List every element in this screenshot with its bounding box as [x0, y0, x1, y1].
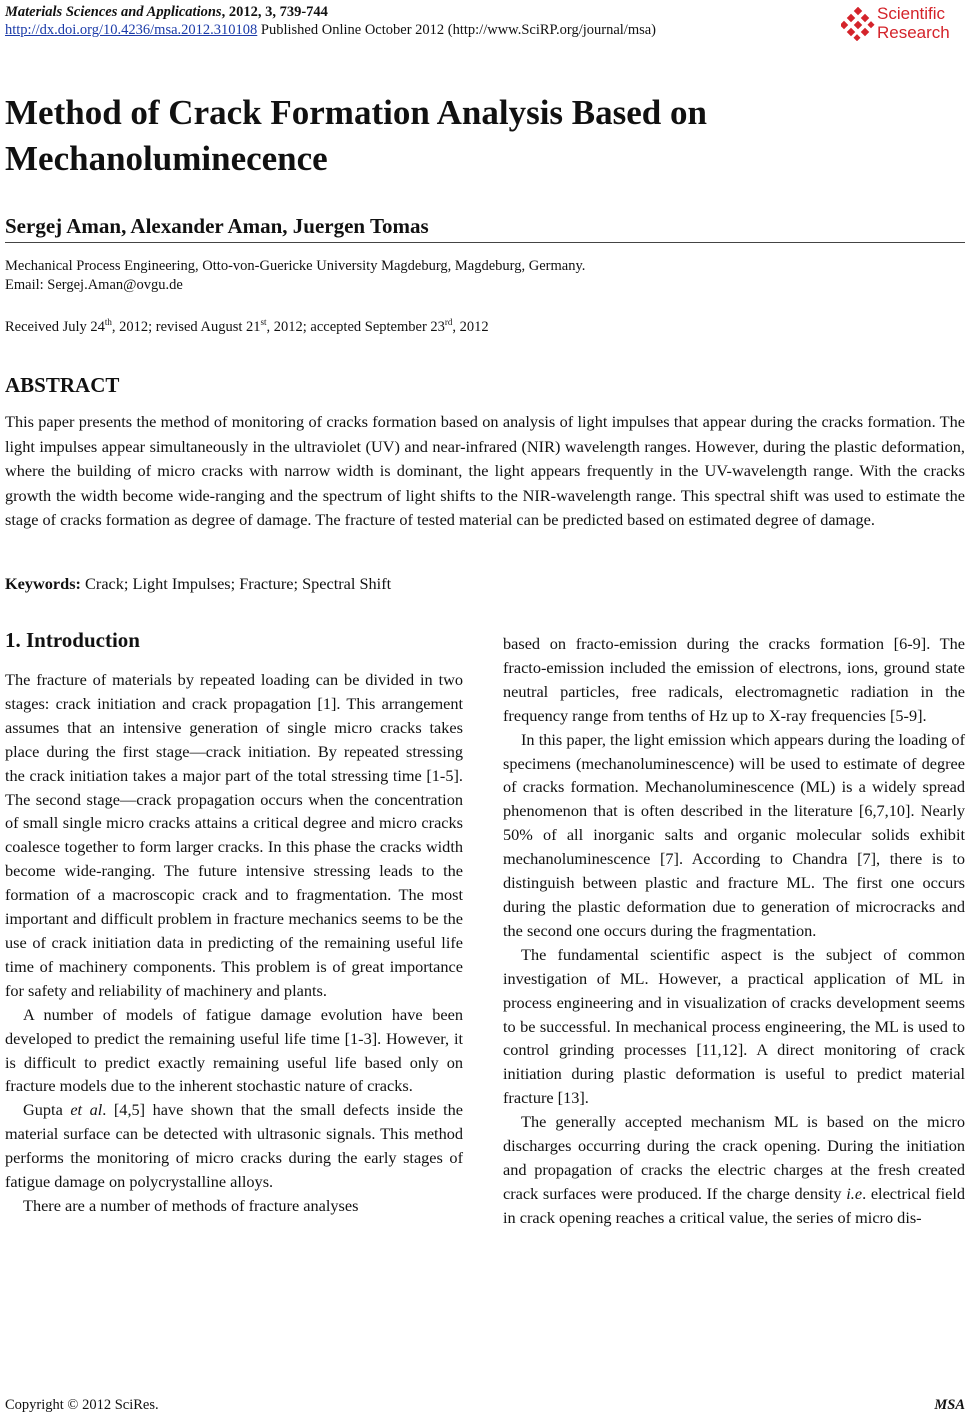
doi-line: [5, 21, 965, 39]
affiliation: Mechanical Process Engineering, Otto-von-Guericke University Magdeburg, Magdeburg, Germany.: [5, 258, 586, 274]
paragraph: based on fracto-emission during the cracks formation [6-9]. The fracto-emission included the emission of electrons, ions, ground state neutral particles, free radicals, electromagnetic radiation in the frequency range from tenths of Hz up to X-ray frequencies [5-9].: [503, 634, 965, 725]
text-span: . [4,5] have shown that the small defects inside the material surface can be detected with ultrasonic signals. This method performs the monitoring of micro cracks during the early stages of fatigue damage on polycrystalline alloys.: [5, 1100, 464, 1192]
journal-name: Materials Sciences and Applications: [5, 4, 222, 20]
paragraph: The fundamental scientific aspect is the subject of common investigation of ML. However, a practical application of ML in process engineering and in visualization of cracks development seems to be successful. In mechanical process engineering, the ML is used to control grinding processes [11,12]. A direct monitoring of crack initiation during plastic deformation is useful to predict material fracture [13].: [503, 944, 965, 1108]
left-column: [5, 668, 463, 1218]
section-heading: 1. Introduction: [5, 628, 140, 652]
copyright: Copyright © 2012 SciRes.: [5, 1397, 159, 1413]
logo-line-2: Research: [877, 23, 950, 42]
revised-text: , 2012; revised August 21: [111, 319, 261, 335]
accepted-sup: rd: [444, 317, 453, 328]
page-header: [5, 3, 965, 47]
divider: [5, 242, 965, 243]
italic-span: i.e: [846, 1183, 863, 1203]
right-column: [503, 632, 965, 1230]
italic-span: et al: [70, 1100, 103, 1120]
journal-volume: , 2012, 3, 739-744: [221, 4, 328, 20]
paragraph: The fracture of materials by repeated loading can be divided in two stages: crack initiation and crack propagation [1]. This arrangement assumes that an intensive generation of single micro cracks takes place during the first stage—crack initiation. By repeated stressing the crack initiation takes a major part of the total stressing time [1-5]. The second stage—crack propagation occurs when the concentration of small single micro cracks attains a critical degree and micro cracks coalesce together to form larger cracks. In this phase the cracks width become wide-ranging. The future intensive stressing leads to the formation of a macroscopic crack and to fragmentation. The most important and difficult problem in fracture mechanics seems to be the use of crack initiation data in predicting of the remaining useful life time of machinery components. This problem is of great importance for safety and reliability of machinery and plants.: [5, 670, 463, 1000]
email: Email: Sergej.Aman@ovgu.de: [5, 277, 183, 293]
accepted-year: , 2012: [452, 319, 489, 335]
accepted-text: , 2012; accepted September 23: [266, 319, 445, 335]
keywords-label: Keywords:: [5, 574, 81, 593]
paragraph: A number of models of fatigue damage evolution have been developed to predict the remaining useful life time [1-3]. However, it is difficult to predict exactly remaining useful life based only on fracture models due to the inherent stochastic nature of cracks.: [5, 1004, 463, 1096]
abstract-heading: ABSTRACT: [5, 373, 120, 397]
text-span: . electrical field in crack opening reaches a critical value, the series of micro dis-: [503, 1183, 965, 1227]
paragraph: [503, 1110, 965, 1230]
authors: Sergej Aman, Alexander Aman, Juergen Tomas: [5, 214, 429, 238]
revised-sup: st: [260, 317, 267, 328]
text-span: The generally accepted mechanism ML is based on the micro discharges occurring during the crack opening. During the initiation and propagation of cracks the electric charges at the fresh created crack surfaces were produced. If the charge density: [503, 1112, 965, 1203]
journal-citation: [5, 3, 965, 21]
paragraph: [5, 1098, 463, 1194]
keywords: [5, 574, 391, 594]
received-dates: [5, 317, 489, 337]
abstract-text: This paper presents the method of monitoring of cracks formation based on analysis of light impulses that appear during the cracks formation. The light impulses appear simultaneously in the ultraviolet (UV) and near-infrared (NIR) wavelength ranges. However, during the plastic deformation, where the building of micro cracks with narrow width is dominant, the light appears frequently in the UV-wavelength range. With the cracks growth the width become wide-ranging and the spectrum of light shifts to the NIR-wavelength range. This spectral shift was used to estimate the stage of cracks formation as degree of damage. The fracture of tested material can be predicted based on estimated degree of damage.: [5, 412, 965, 530]
received-sup: th: [104, 317, 112, 328]
text-span: Gupta: [23, 1100, 71, 1120]
paper-title: Method of Crack Formation Analysis Based on Mechanoluminecence: [5, 93, 707, 178]
doi-link[interactable]: http://dx.doi.org/10.4236/msa.2012.310108: [5, 22, 258, 38]
received-text: Received July 24: [5, 319, 105, 335]
logo-diamond-icon: [841, 7, 875, 41]
published-info: Published Online October 2012 (http://www.SciRP.org/journal/msa): [257, 22, 657, 38]
scientific-research-logo: [841, 3, 963, 45]
paragraph: In this paper, the light emission which appears during the loading of specimens (mechanoluminescence) will be used to estimate of degree of cracks formation. Mechanoluminescence (ML) is a widely spread phenomenon that is often described in the literature [6,7,10]. Nearly 50% of all inorganic salts and organic molecular solids exhibit mechanoluminescence [7]. According to Chandra [7], there is to distinguish between plastic and fracture ML. The first one occurs during the plastic deformation due to generation of microcracks and the second one occurs during the fragmentation.: [503, 729, 965, 940]
paragraph: There are a number of methods of fracture analyses: [23, 1195, 359, 1215]
journal-abbr: MSA: [934, 1397, 965, 1413]
logo-line-1: Scientific: [877, 4, 946, 23]
keywords-text: Crack; Light Impulses; Fracture; Spectral Shift: [80, 574, 392, 593]
logo-text: [877, 4, 950, 42]
